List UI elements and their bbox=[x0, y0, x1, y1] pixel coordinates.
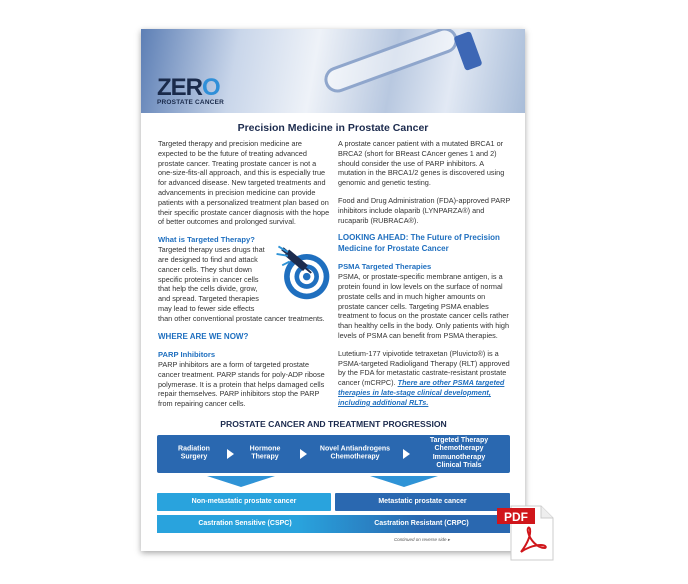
pdf-file-icon[interactable] bbox=[497, 502, 557, 562]
lutetium-text: Lutetium-177 vipivotide tetraxetan (Pluvicto®) is a PSMA-targeted Radioligand Therapy (RLT) approved by the FDA for metastatic castrate-resistant prostate cancer (mCRPC). bbox=[338, 348, 510, 388]
continued-note: Continued on reverse side ▸ bbox=[393, 536, 450, 542]
step-radiation-surgery: Radiation Surgery bbox=[178, 445, 210, 461]
what-body: Targeted therapy uses drugs that are designed to find and attack cancer cells. They shut down specific proteins in cancer cells that help the cells divide, grow, and spread. Targeted therapies may lead to fewer side effects than other conventional prostate cancer treatments. bbox=[158, 245, 325, 323]
castration-bar bbox=[157, 515, 510, 533]
arrow-right-icon bbox=[403, 449, 410, 459]
diagram-title: PROSTATE CANCER AND TREATMENT PROGRESSION bbox=[220, 418, 447, 429]
down-arrow-icon bbox=[370, 476, 438, 487]
step-targeted-therapy: Targeted Therapy Chemotherapy Immunotherapy Clinical Trials bbox=[429, 437, 489, 470]
step-antiandrogens: Novel Antiandrogens Chemotherapy bbox=[319, 445, 391, 461]
where-heading: WHERE ARE WE NOW? bbox=[158, 331, 249, 341]
what-section bbox=[158, 245, 330, 323]
psma-body: PSMA, or prostate-specific membrane antigen, is a protein found in low levels on the surface of normal prostate cells and in much higher amounts on prostate cancer cells. Targeting PSMA enables treatment to focus on the prostate cancer cells rather than healthy cells in the body. Only patients with high levels of PSMA can benefit from PSMA therapies. bbox=[338, 272, 510, 340]
psma-heading: PSMA Targeted Therapies bbox=[338, 262, 432, 272]
castration-sensitive-label: Castration Sensitive (CSPC) bbox=[198, 519, 292, 527]
parp-body: PARP inhibitors are a form of targeted prostate cancer treatment. PARP stands for poly-ADP ribose polymerase. It is a protein that helps damaged cells repair themselves. PARP inhibitors stop the PARP from repairing cancer cells. bbox=[158, 359, 325, 409]
logo-subtitle: PROSTATE CANCER bbox=[157, 99, 225, 106]
brca-paragraph: A prostate cancer patient with a mutated BRCA1 or BRCA2 (short for BReast CAncer genes 1 and 2) should consider the use of PARP inhibitors. A mutation in the BRCA1/2 genes is discovered using genomic and genetic testing. bbox=[338, 139, 505, 188]
metastatic-box: Metastatic prostate cancer bbox=[335, 493, 510, 511]
castration-resistant-label: Castration Resistant (CRPC) bbox=[374, 519, 469, 527]
looking-ahead-heading: LOOKING AHEAD: The Future of Precision Medicine for Prostate Cancer bbox=[338, 233, 500, 253]
target-syringe-icon bbox=[274, 237, 330, 303]
body-columns bbox=[141, 135, 525, 409]
left-column bbox=[158, 139, 330, 409]
zero-logo: ZERO PROSTATE CANCER bbox=[157, 74, 225, 106]
down-arrows bbox=[157, 473, 510, 493]
down-arrow-icon bbox=[207, 476, 275, 487]
stage-row bbox=[157, 493, 510, 511]
treatment-progression-bar bbox=[157, 435, 510, 473]
step-hormone-therapy: Hormone Therapy bbox=[249, 445, 281, 461]
document-page[interactable] bbox=[141, 29, 525, 551]
header-image bbox=[141, 29, 525, 113]
fda-paragraph: Food and Drug Administration (FDA)-approved PARP inhibitors include olaparib (LYNPARZA®) and rucaparib (RUBRACA®). bbox=[338, 195, 511, 225]
syringe-graphic bbox=[321, 29, 461, 96]
right-column bbox=[338, 139, 513, 409]
lutetium-paragraph bbox=[338, 349, 513, 408]
arrow-right-icon bbox=[300, 449, 307, 459]
intro-paragraph: Targeted therapy and precision medicine are expected to be the future of treating advanced prostate cancer. Treating prostate cancer is not a one-size-fits-all approach, and this is especially true for advanced disease. New targeted treatments and advancements in precision medicine can provide patients with a personalized treatment plan based on their specific prostate cancer diagnosis with the hope of better outcomes and prolonged survival. bbox=[158, 139, 330, 227]
page-title: Precision Medicine in Prostate Cancer bbox=[237, 122, 429, 134]
arrow-right-icon bbox=[227, 449, 234, 459]
pdf-badge-label: PDF bbox=[504, 510, 528, 524]
progression-diagram bbox=[141, 419, 525, 543]
non-metastatic-box: Non-metastatic prostate cancer bbox=[157, 493, 331, 511]
what-heading: What is Targeted Therapy? bbox=[158, 235, 255, 245]
psma-trials-link[interactable]: There are other PSMA targeted therapies in late-stage clinical development, including additional RLTs. bbox=[338, 378, 505, 407]
syringe-plunger-graphic bbox=[453, 31, 482, 71]
parp-heading: PARP Inhibitors bbox=[158, 349, 216, 359]
